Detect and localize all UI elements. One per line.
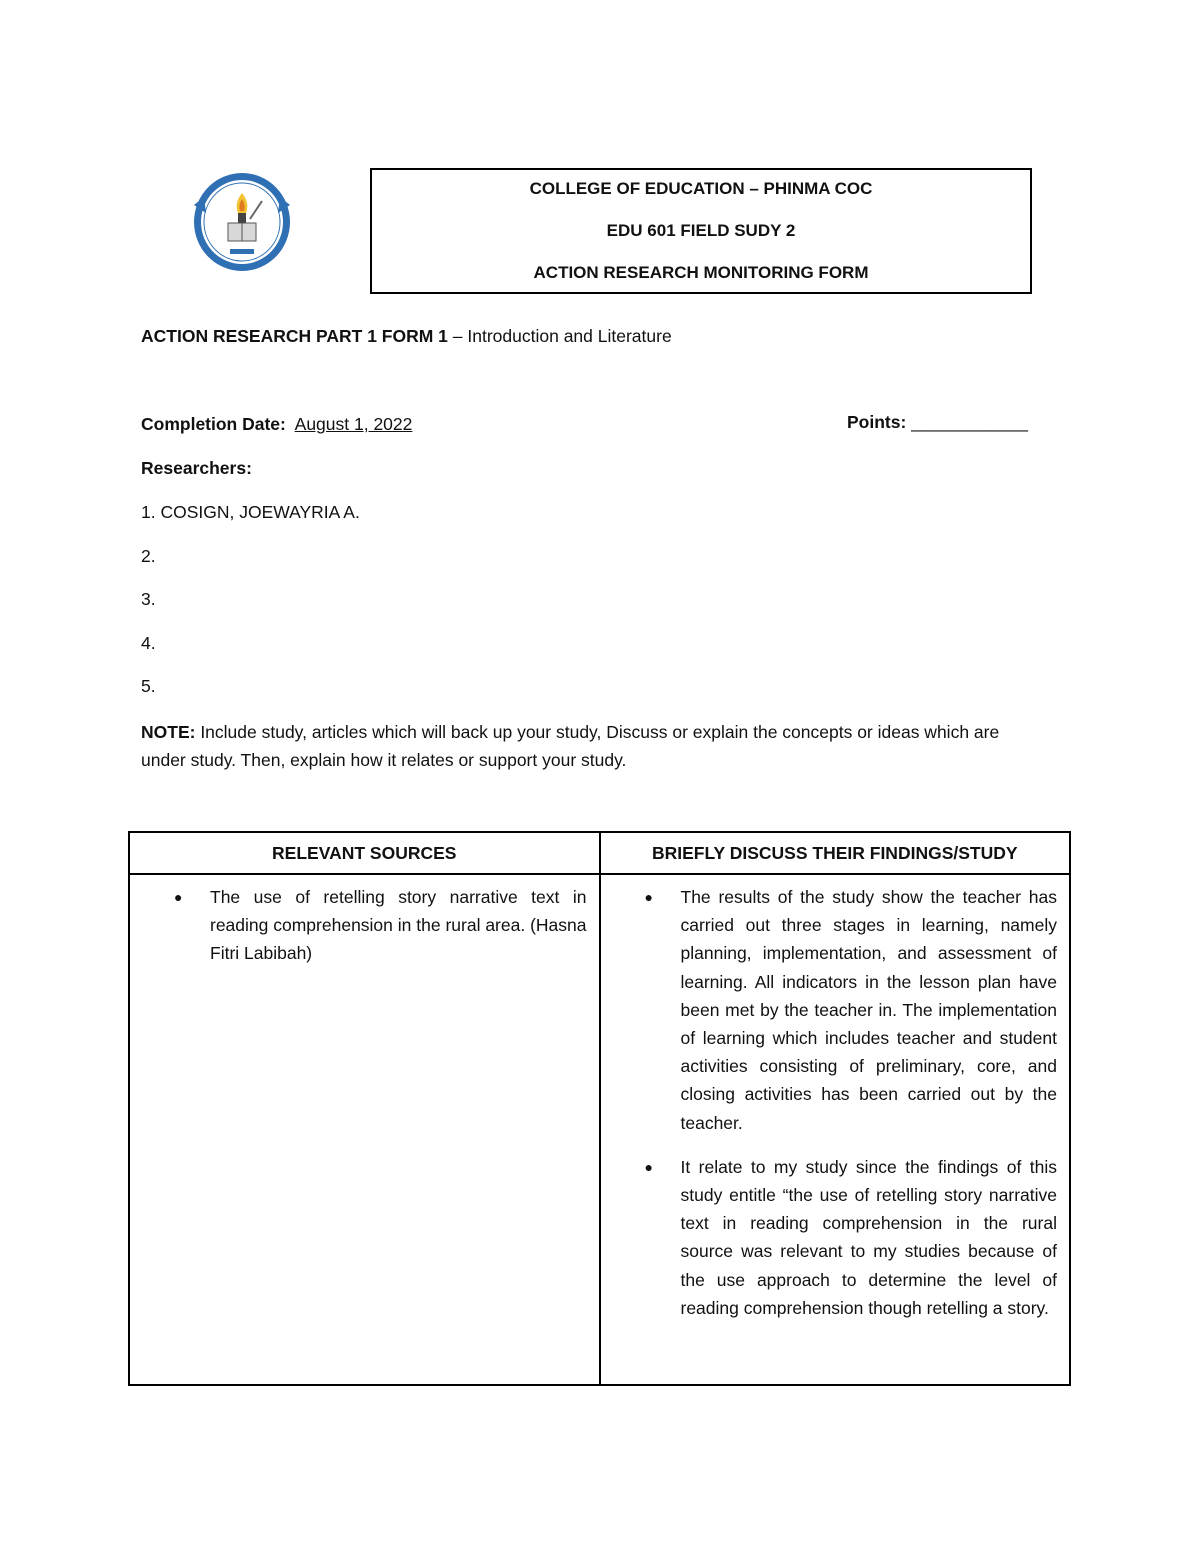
completion-date	[141, 412, 412, 436]
findings-cell	[600, 874, 1071, 1385]
college-seal-icon	[192, 171, 292, 273]
bullet-icon: ●	[644, 889, 653, 905]
form-title-rest: – Introduction and Literature	[447, 326, 672, 346]
points-label: Points:	[847, 412, 907, 432]
researchers-label: Researchers:	[141, 458, 252, 478]
sources-table	[128, 831, 1071, 1386]
researcher-3: 3.	[141, 589, 156, 609]
note-text: Include study, articles which will back up your study, Discuss or explain the concepts or ideas which are under study. Then, explain how it relates or support your study.	[141, 722, 1000, 770]
form-title-bold: ACTION RESEARCH PART 1 FORM 1	[141, 326, 448, 346]
note-label: NOTE:	[141, 722, 196, 742]
finding-text: It relate to my study since the findings of this study entitle “the use of retelling story narrative text in reading comprehension in the rural source was relevant to my studies because of the use approach to determine the level of reading comprehension though retelling a story.	[680, 1156, 1057, 1318]
college-name: COLLEGE OF EDUCATION – PHINMA COC	[529, 179, 873, 198]
list-item	[615, 1153, 1058, 1322]
points-field	[847, 412, 1028, 433]
table-header-row	[129, 832, 1070, 874]
list-item	[144, 883, 587, 968]
completion-date-value: August 1, 2022	[294, 414, 413, 434]
points-blank: ____________	[911, 412, 1028, 432]
researcher-4: 4.	[141, 633, 156, 653]
note-paragraph	[141, 718, 1021, 774]
completion-date-label: Completion Date:	[141, 414, 286, 434]
bullet-icon: ●	[644, 1158, 653, 1175]
source-text: The use of retelling story narrative text in reading comprehension in the rural area. (Hasna Fitri Labibah)	[210, 887, 587, 964]
list-item	[615, 883, 1058, 1137]
column-header-findings: BRIEFLY DISCUSS THEIR FINDINGS/STUDY	[600, 832, 1071, 874]
column-header-sources: RELEVANT SOURCES	[129, 832, 600, 874]
finding-text: The results of the study show the teacher has carried out three stages in learning, namely planning, implementation, and assessment of learning. All indicators in the lesson plan have been met by the teacher in. The implementation of learning which includes teacher and student activities consisting of preliminary, core, and closing activities has been carried out by the teacher.	[680, 887, 1057, 1133]
bullet-icon: ●	[174, 889, 183, 905]
form-title	[141, 324, 672, 348]
table-row	[129, 874, 1070, 1385]
researcher-1: 1. COSIGN, JOEWAYRIA A.	[141, 502, 360, 522]
researcher-2: 2.	[141, 546, 156, 566]
form-header-box	[370, 168, 1032, 294]
course-code: EDU 601 FIELD SUDY 2	[606, 221, 796, 240]
sources-cell	[129, 874, 600, 1385]
form-name: ACTION RESEARCH MONITORING FORM	[533, 263, 869, 282]
researcher-5: 5.	[141, 676, 156, 696]
